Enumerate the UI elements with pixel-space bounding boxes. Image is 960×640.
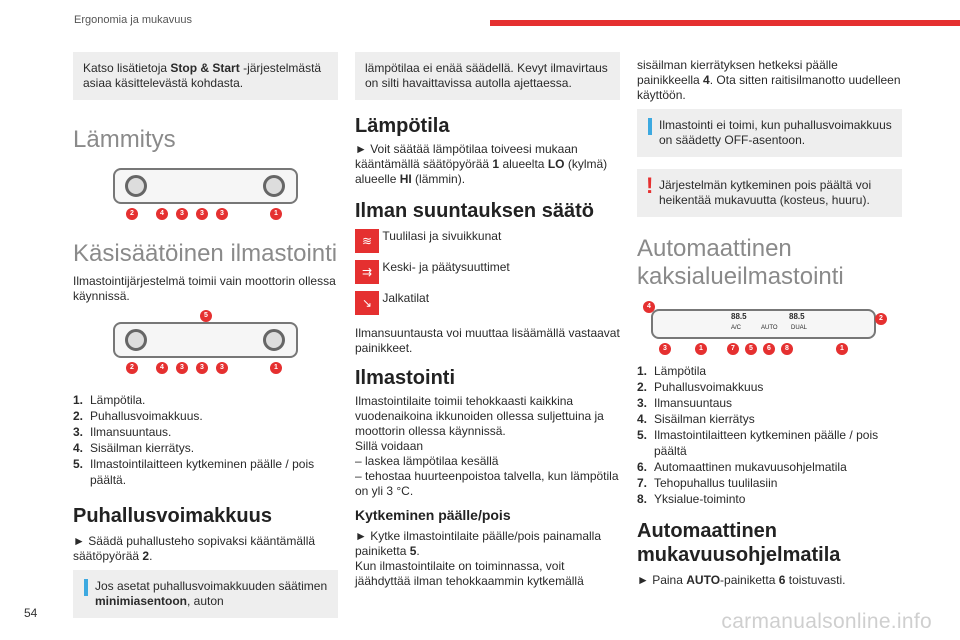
info-icon xyxy=(648,118,652,135)
footwell-airflow-icon: ↘ xyxy=(355,291,379,315)
heading-auto-comfort: Automaattinen mukavuusohjelmatila xyxy=(637,520,841,566)
temp-bold: 1 xyxy=(492,157,500,171)
air-item xyxy=(355,260,620,291)
page-number: 54 xyxy=(24,606,38,620)
heading-air-direction: Ilman suuntauksen säätö xyxy=(355,200,594,222)
fan-knob-icon xyxy=(125,175,147,197)
heading-heating: Lämmitys xyxy=(73,126,176,153)
face-vents-airflow-icon: ⇉ xyxy=(355,260,379,284)
list-number: 5. xyxy=(73,457,84,471)
recirc-post: . Ota sitten raitisilmanotto uudelleen käyttöön. xyxy=(637,73,901,102)
note-bold: Stop & Start xyxy=(170,61,240,75)
ac-text: Sillä voidaan xyxy=(355,439,424,453)
list-item xyxy=(73,440,338,456)
warning-icon: ! xyxy=(646,173,654,198)
recirc-pre: sisäilman kierrätyksen hetkeksi päälle painikkeella xyxy=(637,58,838,87)
list-number: 3. xyxy=(637,396,648,410)
temp-knob-icon xyxy=(263,329,285,351)
info-bold: minimiasentoon xyxy=(95,594,188,608)
temp-text: ► Voit säätää lämpötilaa toiveesi mukaan kääntämällä säätöpyörää xyxy=(355,142,578,171)
panel-temp-left: 88.5 xyxy=(731,312,747,321)
auto-instruction xyxy=(637,573,902,588)
callout-badge: 4 xyxy=(156,362,168,374)
panel-btn-ac: A/C xyxy=(731,325,742,331)
manual-legend-list xyxy=(73,392,338,488)
list-item xyxy=(637,491,902,507)
onoff-bold: 5 xyxy=(409,544,417,558)
fan-knob-icon xyxy=(125,329,147,351)
auto-control-panel-illustration xyxy=(651,309,876,339)
column-middle xyxy=(355,52,620,595)
list-number: 3. xyxy=(73,425,84,439)
heading-on-off: Kytkeminen päälle/pois xyxy=(355,507,511,523)
air-item-label: Keski- ja päätysuuttimet xyxy=(382,260,510,274)
fan-instruction xyxy=(73,534,338,564)
air-item xyxy=(355,229,620,260)
air-item-label: Tuulilasi ja sivuikkunat xyxy=(382,229,502,243)
list-number: 5. xyxy=(637,428,648,442)
ac-text: – tehostaa huurteenpoistoa talvella, kun lämpötila on yli 3 °C. xyxy=(355,469,619,498)
warning-box xyxy=(637,169,902,217)
callout-badge: 2 xyxy=(875,313,887,325)
list-number: 8. xyxy=(637,492,648,506)
fan-text: ► Säädä puhallusteho sopivaksi kääntämällä säätöpyörää xyxy=(73,534,316,563)
callout-badge: 8 xyxy=(781,343,793,355)
list-text: Yksialue-toiminto xyxy=(654,492,746,506)
header-accent-bar xyxy=(490,20,960,26)
auto-bold: AUTO xyxy=(686,573,721,587)
note-text: Katso lisätietoja xyxy=(83,61,171,75)
heading-fan-speed: Puhallusvoimakkuus xyxy=(73,505,272,527)
list-text: Ilmastointilaitteen kytkeminen päälle / pois päältä xyxy=(654,428,879,458)
air-direction-note: Ilmansuuntausta voi muuttaa lisäämällä vastaavat painikkeet. xyxy=(355,326,620,355)
continued-info-box: lämpötilaa ei enää säädellä. Kevyt ilmavirtaus on silti havaittavissa autolla ajettaessa. xyxy=(355,52,620,100)
callout-badge: 3 xyxy=(196,208,208,220)
manual-panel-figure xyxy=(73,310,338,382)
list-item xyxy=(73,424,338,440)
list-number: 1. xyxy=(73,393,84,407)
list-item xyxy=(73,392,338,408)
list-item xyxy=(637,427,902,459)
callout-badge: 1 xyxy=(695,343,707,355)
running-header: Ergonomia ja mukavuus xyxy=(74,14,193,26)
list-item xyxy=(637,459,902,475)
callout-badge: 3 xyxy=(196,362,208,374)
windscreen-airflow-icon: ≋ xyxy=(355,229,379,253)
air-item xyxy=(355,291,620,322)
list-item xyxy=(73,408,338,424)
info-text: Jos asetat puhallusvoimakkuuden säätimen xyxy=(95,579,328,593)
column-right xyxy=(637,52,902,594)
manual-intro: Ilmastointijärjestelmä toimii vain moottorin ollessa käynnissä. xyxy=(73,274,336,303)
temp-text: (kylmä) alueelle xyxy=(355,157,608,186)
list-text: Puhallusvoimakkuus xyxy=(654,380,764,394)
list-number: 6. xyxy=(637,460,648,474)
temp-text: alueelta xyxy=(499,157,548,171)
auto-bold: 6 xyxy=(778,573,786,587)
recirc-bold: 4 xyxy=(703,73,710,87)
onoff-text: ► Kytke ilmastointilaite päälle/pois painamalla painiketta xyxy=(355,529,601,558)
list-item xyxy=(637,475,902,491)
callout-badge: 1 xyxy=(270,208,282,220)
info-text: Ilmastointi ei toimi, kun puhallusvoimakkuus on säädetty OFF-asentoon. xyxy=(659,118,892,147)
list-text: Automaattinen mukavuusohjelmatila xyxy=(654,460,847,474)
heading-temperature: Lämpötila xyxy=(355,115,450,137)
callout-badge: 3 xyxy=(216,208,228,220)
info-box-ac-off xyxy=(637,109,902,157)
list-item xyxy=(73,456,338,488)
callout-badge: 5 xyxy=(745,343,757,355)
watermark: carmanualsonline.info xyxy=(721,610,932,633)
recirc-text xyxy=(637,58,902,103)
temp-knob-icon xyxy=(263,175,285,197)
column-left xyxy=(73,52,338,618)
auto-legend-list xyxy=(637,363,902,507)
list-item xyxy=(637,363,902,379)
warning-text: Järjestelmän kytkeminen pois päältä voi heikentää mukavuutta (kosteus, huuru). xyxy=(659,178,872,207)
callout-badge: 6 xyxy=(763,343,775,355)
panel-temp-right: 88.5 xyxy=(789,312,805,321)
air-direction-list xyxy=(355,229,620,322)
temp-bold: LO xyxy=(547,157,565,171)
callout-badge: 4 xyxy=(643,301,655,313)
list-number: 4. xyxy=(637,412,648,426)
list-number: 1. xyxy=(637,364,648,378)
fan-text-end: . xyxy=(149,549,153,563)
callout-badge: 2 xyxy=(126,362,138,374)
panel-btn-dual: DUAL xyxy=(791,325,808,331)
list-number: 4. xyxy=(73,441,84,455)
fan-bold: 2 xyxy=(142,549,150,563)
air-item-label: Jalkatilat xyxy=(382,291,430,305)
list-item xyxy=(637,411,902,427)
callout-badge: 1 xyxy=(270,362,282,374)
onoff-text2: Kun ilmastointilaite on toiminnassa, voit jäähdyttää ilman tehokkaammin kytkemällä xyxy=(355,559,584,588)
list-text: Ilmansuuntaus. xyxy=(90,425,172,439)
auto-text: ► Paina xyxy=(637,573,687,587)
panel-btn-auto: AUTO xyxy=(761,325,778,331)
note-text-end: -järjestelmästä asiaa käsittelevästä kohdasta. xyxy=(83,61,322,90)
heading-ac: Ilmastointi xyxy=(355,367,456,389)
list-text: Sisäilman kierrätys. xyxy=(90,441,195,455)
heating-panel-figure xyxy=(73,164,338,234)
callout-badge: 3 xyxy=(176,208,188,220)
heading-manual-ac: Käsisäätöinen ilmastointi xyxy=(73,240,338,267)
onoff-text-end: . xyxy=(416,544,420,558)
list-item xyxy=(637,379,902,395)
callout-badge: 3 xyxy=(659,343,671,355)
temp-bold: HI xyxy=(399,172,412,186)
callout-badge: 3 xyxy=(176,362,188,374)
info-box-fan-min xyxy=(73,570,338,618)
list-text: Ilmansuuntaus xyxy=(654,396,733,410)
callout-badge: 2 xyxy=(126,208,138,220)
temp-text: (lämmin). xyxy=(411,172,466,186)
callout-badge: 3 xyxy=(216,362,228,374)
callout-badge: 4 xyxy=(156,208,168,220)
auto-text: toistuvasti. xyxy=(785,573,846,587)
list-number: 2. xyxy=(73,409,84,423)
list-text: Ilmastointilaitteen kytkeminen päälle / pois päältä. xyxy=(90,457,315,487)
heading-auto-dual: Automaattinen kaksialueilmastointi xyxy=(637,235,844,290)
ac-text: – laskea lämpötilaa kesällä xyxy=(355,454,499,468)
callout-badge: 1 xyxy=(836,343,848,355)
ac-text: Ilmastointilaite toimii tehokkaasti kaikkina vuodenaikoina ikkunoiden ollessa suljettuina ja moottorin ollessa käynnissä. xyxy=(355,394,604,438)
info-text-end: , auton xyxy=(187,594,224,608)
list-number: 2. xyxy=(637,380,648,394)
list-item xyxy=(637,395,902,411)
info-icon xyxy=(84,579,88,596)
list-text: Lämpötila xyxy=(654,364,707,378)
auto-text: -painiketta xyxy=(720,573,779,587)
list-number: 7. xyxy=(637,476,648,490)
list-text: Puhallusvoimakkuus. xyxy=(90,409,203,423)
auto-panel-figure xyxy=(637,301,902,361)
temp-instruction xyxy=(355,142,620,187)
note-box-stopstart xyxy=(73,52,338,100)
onoff-instruction xyxy=(355,529,620,559)
list-text: Sisäilman kierrätys xyxy=(654,412,755,426)
list-text: Lämpötila. xyxy=(90,393,146,407)
callout-badge: 7 xyxy=(727,343,739,355)
list-text: Tehopuhallus tuulilasiin xyxy=(654,476,778,490)
callout-badge: 5 xyxy=(200,310,212,322)
